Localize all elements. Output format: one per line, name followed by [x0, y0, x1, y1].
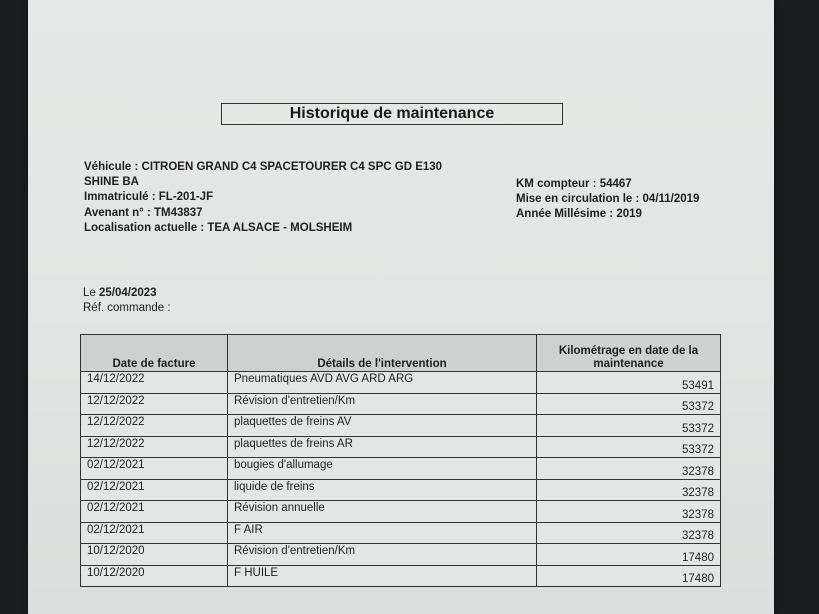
immatricule-line: Immatriculé : FL-201-JF: [84, 191, 214, 204]
maintenance-table: [80, 334, 721, 587]
table-row: [81, 544, 721, 566]
vehicle-info: [84, 160, 454, 236]
document-page: [28, 0, 774, 614]
cell-date: 02/12/2021: [81, 522, 228, 544]
page-title-text: Historique de maintenance: [289, 105, 495, 122]
cell-km: 53372: [537, 393, 721, 415]
table-body: [81, 372, 721, 587]
localisation-line: Localisation actuelle : TEA ALSACE - MOLSHEIM: [84, 221, 353, 234]
cell-detail: liquide de freins: [228, 479, 537, 501]
mise-en-circulation-line: Mise en circulation le : 04/11/2019: [516, 192, 700, 205]
cell-detail: F AIR: [228, 522, 537, 544]
cell-detail: Pneumatiques AVD AVG ARD ARG: [228, 372, 537, 394]
table-row: [81, 393, 721, 415]
cell-km: 53372: [537, 415, 721, 437]
cell-detail: F HUILE: [228, 565, 537, 587]
cell-km: 53491: [537, 372, 721, 394]
cell-date: 10/12/2020: [81, 544, 228, 566]
cell-detail: plaquettes de freins AR: [228, 436, 537, 458]
header-km: Kilométrage en date de la maintenance: [537, 335, 721, 372]
cell-km: 53372: [537, 436, 721, 458]
cell-detail: Révision d'entretien/Km: [228, 544, 537, 566]
cell-date: 12/12/2022: [81, 393, 228, 415]
order-info: [83, 286, 171, 315]
cell-date: 02/12/2021: [81, 501, 228, 523]
table-row: [81, 565, 721, 587]
cell-date: 12/12/2022: [81, 436, 228, 458]
table-row: [81, 479, 721, 501]
cell-date: 02/12/2021: [81, 458, 228, 480]
cell-detail: bougies d'allumage: [228, 458, 537, 480]
vehicule-line: Véhicule : CITROEN GRAND C4 SPACETOURER C4 SPC GD E130: [84, 161, 443, 173]
table-row: [81, 501, 721, 523]
page-title: [221, 103, 563, 125]
cell-km: 32378: [537, 522, 721, 544]
table-row: [81, 458, 721, 480]
header-date: Date de facture: [81, 335, 228, 372]
km-compteur-line: KM compteur : 54467: [516, 178, 632, 190]
cell-date: 10/12/2020: [81, 565, 228, 587]
table-row: [81, 372, 721, 394]
table-row: [81, 522, 721, 544]
cell-date: 02/12/2021: [81, 479, 228, 501]
cell-km: 17480: [537, 544, 721, 566]
cell-km: 32378: [537, 458, 721, 480]
cell-km: 32378: [537, 501, 721, 523]
avenant-line: Avenant n° : TM43837: [84, 206, 203, 219]
table-row: [81, 436, 721, 458]
cell-date: 14/12/2022: [81, 372, 228, 394]
cell-detail: Révision d'entretien/Km: [228, 393, 537, 415]
cell-km: 17480: [537, 565, 721, 587]
order-date: 25/04/2023: [99, 287, 157, 299]
table-row: [81, 415, 721, 437]
vehicule-line-cont: SHINE BA: [84, 176, 139, 189]
cell-detail: Révision annuelle: [228, 501, 537, 523]
annee-millesime-line: Année Millésime : 2019: [516, 207, 642, 220]
vehicle-info-right: [516, 177, 756, 221]
order-date-prefix: Le: [83, 287, 99, 299]
table-header-row: [81, 335, 721, 372]
ref-commande-line: Réf. commande :: [83, 301, 171, 314]
cell-date: 12/12/2022: [81, 415, 228, 437]
cell-detail: plaquettes de freins AV: [228, 415, 537, 437]
order-date-line: [83, 286, 171, 301]
header-details: Détails de l'intervention: [228, 335, 537, 372]
cell-km: 32378: [537, 479, 721, 501]
